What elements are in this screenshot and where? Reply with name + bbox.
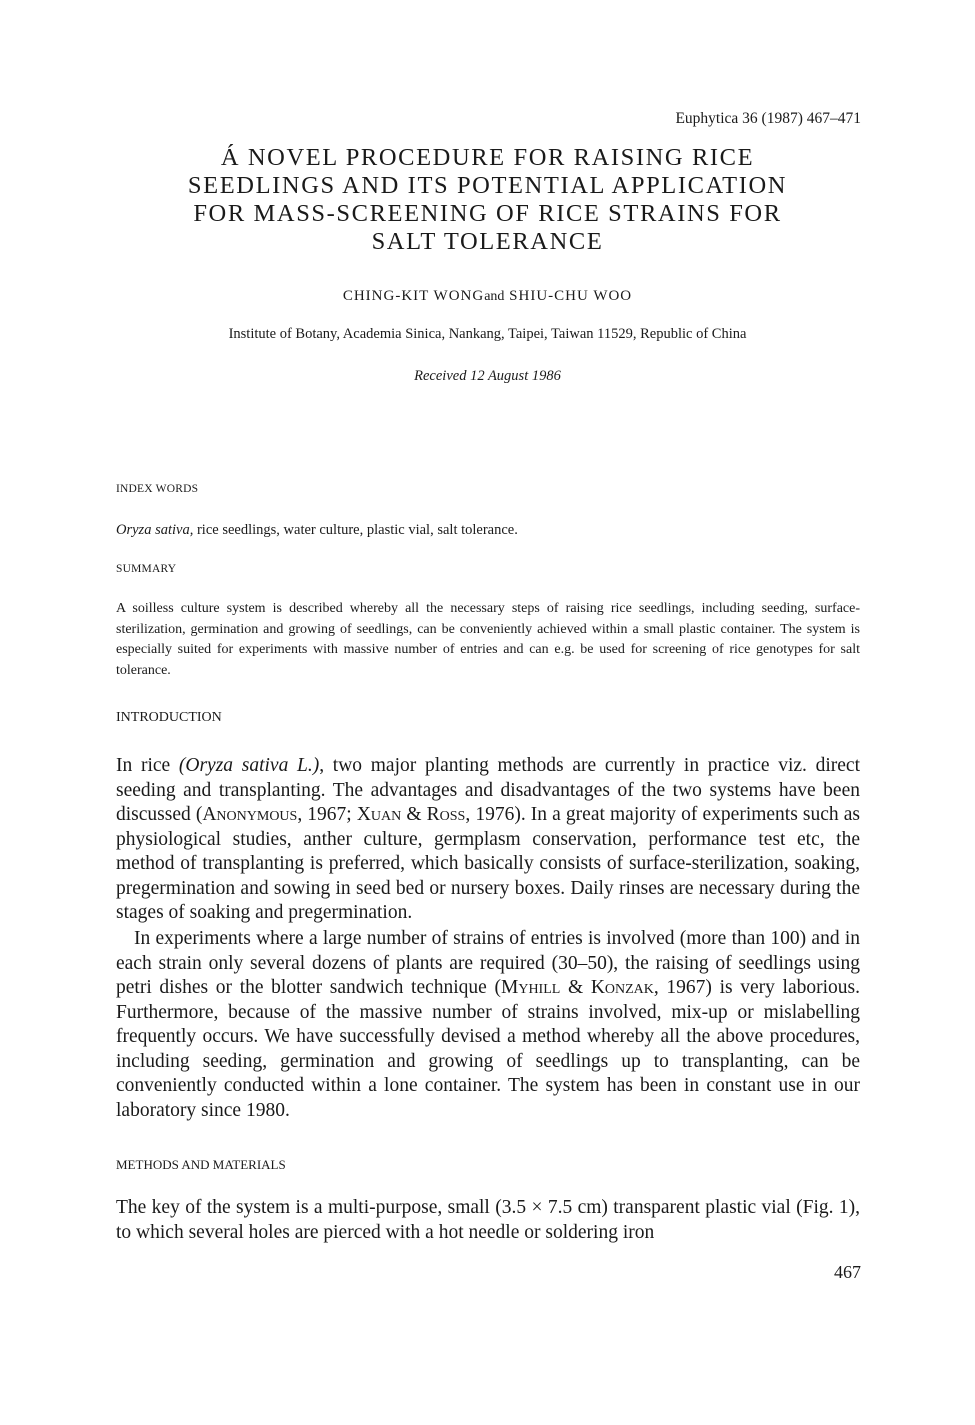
author-list: [100, 288, 875, 305]
text-run: , two major planting methods are currently in practice viz. direct seeding and transplanting. The advantages and disadvantages of the two systems have been discussed (: [116, 755, 860, 825]
article-title: [100, 144, 875, 256]
author-conjunction: and: [484, 289, 505, 304]
introduction-paragraph: [116, 754, 860, 926]
summary-text: A soilless culture system is described whereby all the necessary steps of raising rice seedlings, including seeding, surface-sterilization, germination and growing of seedlings, can be conveniently achieved within a small plastic container. The system is especially suited for experiments with massive number of entries and can e.g. be used for screening of rice genotypes for salt tolerance.: [116, 601, 860, 678]
citation-author: Xuan: [356, 804, 402, 825]
citation-author: Anonymous: [202, 804, 298, 825]
title-line: SALT TOLERANCE: [371, 228, 604, 255]
species-name: (Oryza sativa L.): [178, 755, 320, 776]
citation-author: Myhill: [501, 977, 561, 998]
index-species: Oryza sativa,: [116, 522, 194, 538]
citation-author: Konzak: [590, 977, 654, 998]
text-run: &: [560, 977, 591, 998]
author-name: CHING-KIT WONG: [342, 288, 485, 304]
text-run: In experiments where a large number of strains of entries is involved (more than 100) and in each strain only several dozens of plants are required (30–50), the raising of seedlings using petri dishes or the blotter sandwich technique (: [116, 928, 860, 998]
index-words: [116, 522, 518, 539]
summary-heading: SUMMARY: [116, 563, 177, 575]
text-run: In rice: [116, 755, 179, 776]
text-run: , 1976). In a great majority of experiments such as physiological studies, anther culture, germplasm conservation, performance test etc, the method of transplanting is preferred, which basically consists of surface-sterilization, soaking, pregermination and sowing in seed bed or nursery boxes. Daily rinses are necessary during the stages of soaking and pregermination.: [116, 804, 861, 923]
affiliation: Institute of Botany, Academia Sinica, Nankang, Taipei, Taiwan 11529, Republic of China: [228, 326, 747, 342]
page-number: 467: [834, 1262, 861, 1282]
title-line: Á NOVEL PROCEDURE FOR RAISING RICE: [220, 144, 755, 171]
citation-author: Ross: [426, 804, 466, 825]
index-words-heading: INDEX WORDS: [116, 483, 199, 495]
text-run: , 1967;: [297, 804, 357, 825]
introduction-heading: INTRODUCTION: [116, 710, 222, 725]
methods-paragraph: The key of the system is a multi-purpose, small (3.5 × 7.5 cm) transparent plastic vial (Fig. 1), to which several holes are pierced with a hot needle or soldering iron: [116, 1197, 860, 1243]
title-line: FOR MASS-SCREENING OF RICE STRAINS FOR: [193, 200, 782, 227]
text-run: &: [401, 804, 427, 825]
methods-heading: METHODS AND MATERIALS: [116, 1157, 286, 1172]
journal-reference: Euphytica 36 (1987) 467–471: [675, 110, 861, 127]
received-date: Received 12 August 1986: [414, 368, 561, 384]
text-run: , 1967) is very laborious. Furthermore, because of the massive number of strains involved, mix-up or mislabelling frequently occurs. We have successfully devised a method whereby all the above procedures, including seeding, germination and growing of seedlings up to transplanting, can be conveniently conducted within a lone container. The system has been in constant use in our laboratory since 1980.: [116, 977, 860, 1121]
introduction-paragraph: [116, 927, 860, 1123]
title-line: SEEDLINGS AND ITS POTENTIAL APPLICATION: [187, 172, 788, 199]
author-name: SHIU-CHU WOO: [509, 288, 633, 304]
index-terms: rice seedlings, water culture, plastic vial, salt tolerance.: [193, 522, 518, 538]
